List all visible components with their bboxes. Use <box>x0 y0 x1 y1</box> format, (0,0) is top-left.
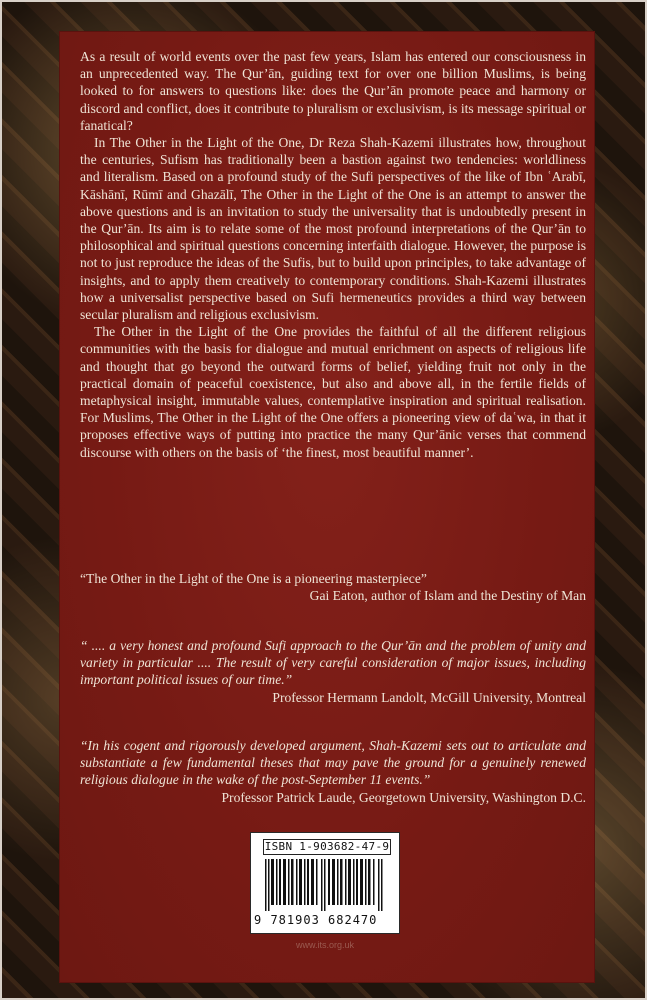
endorsement-text: “The Other in the Light of the One is a pioneering masterpiece” <box>80 571 427 586</box>
blurb-paragraph-2: In The Other in the Light of the One, Dr Reza Shah-Kazemi illustrates how, throughout the centuries, Sufism has traditionally been a bastion against two tendencies: worldliness and literalism. Based on a profound study of the Sufi perspectives of the like of Ibn ʿArabī, Kāshānī, Rūmī and Ghazālī, The Other in the Light of the One is an attempt to answer the above questions and is an invitation to study the universality that is undoubtedly present in the Qur’ān. Its aim is to relate some of the most profound interpretations of the Qur’ān to philosophical and spiritual questions concerning interfaith dialogue. However, the purpose is not to just reproduce the ideas of the Sufis, but to build upon principles, to take advantage of insights, and to apply them creatively to contemporary conditions. Shah-Kazemi illustrates how a universalist perspective based on Sufi hermeneutics provides a third way between secular pluralism and religious exclusivism. <box>80 135 586 323</box>
endorsement-attribution: Gai Eaton, author of Islam and the Destiny of Man <box>309 588 586 604</box>
ean-digits: 9 781903 682470 <box>254 913 378 927</box>
blurb-paragraph-1: As a result of world events over the past few years, Islam has entered our consciousness in an unprecedented way. The Qur’ān, guiding text for over one billion Muslims, is being looked to for answers to questions like: does the Qur’ān promote peace and harmony or discord and conflict, does it contribute to pluralism or exclusivism, is its message spiritual or fanatical? <box>80 49 586 133</box>
endorsement-attribution: Professor Patrick Laude, Georgetown University, Washington D.C. <box>221 789 586 805</box>
endorsement-text: “ .... a very honest and profound Sufi approach to the Qur’ān and the problem of unity and variety in particular .... The result of very careful consideration of major issues, including important political issues of our time.” <box>80 638 586 688</box>
barcode-bars <box>265 859 385 911</box>
endorsement-laude <box>80 737 586 806</box>
barcode <box>250 832 400 934</box>
endorsement-text: “In his cogent and rigorously developed argument, Shah-Kazemi sets out to articulate and substantiate a few fundamental theses that may pave the ground for a genuinely renewed religious dialogue in the wake of the post-September 11 events.” <box>80 738 586 788</box>
endorsement-landolt <box>80 637 586 706</box>
blurb-paragraph-3: The Other in the Light of the One provides the faithful of all the different religious communities with the basis for dialogue and mutual enrichment on aspects of religious life and thought that go beyond the outward forms of belief, yielding fruit not only in the practical domain of peaceful coexistence, but also and above all, in the fertile fields of metaphysical insight, immutable values, contemplative inspiration and spiritual realisation. For Muslims, The Other in the Light of the One offers a pioneering view of daʿwa, in that it proposes effective ways of putting into practice the many Qur’ānic verses that commend discourse with others on the basis of ‘the finest, most beautiful manner’. <box>80 324 586 460</box>
isbn-label: ISBN 1-903682-47-9 <box>264 840 390 853</box>
website-url: www.its.org.uk <box>295 940 355 950</box>
text-panel <box>60 32 594 982</box>
endorsement-eaton <box>80 570 586 604</box>
blurb <box>80 48 586 461</box>
endorsement-attribution: Professor Hermann Landolt, McGill University, Montreal <box>272 689 586 705</box>
